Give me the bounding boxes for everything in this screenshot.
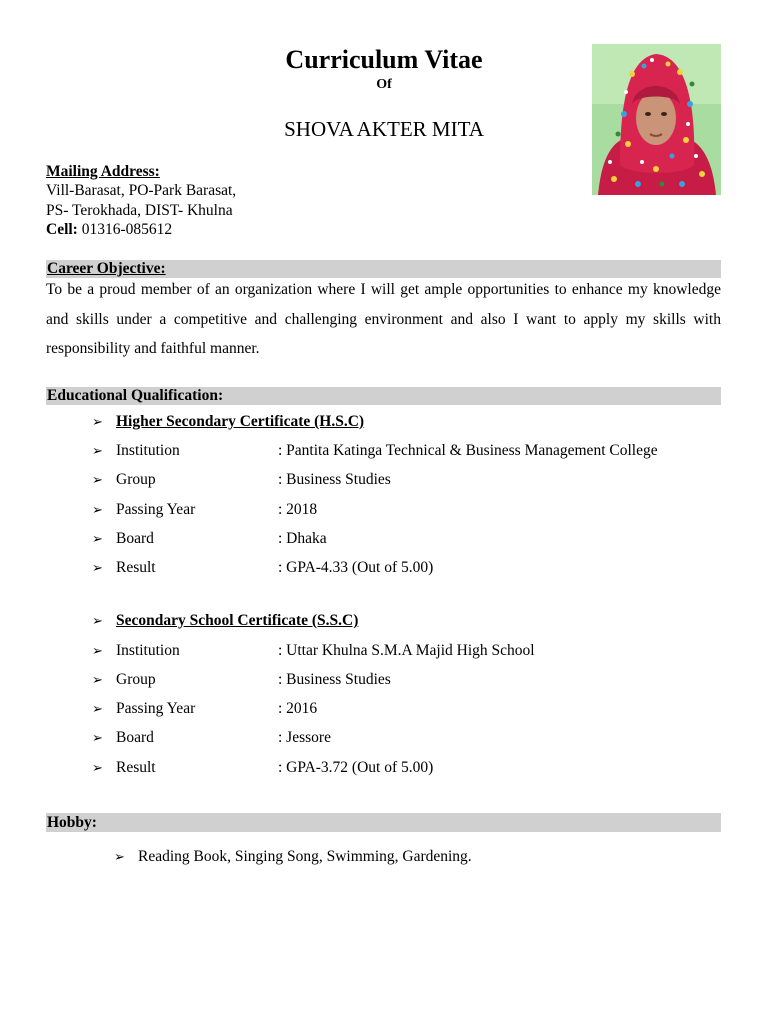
career-objective-label: Career Objective: (47, 260, 166, 277)
ssc-row-institution (92, 641, 535, 661)
row-value: : Dhaka (278, 530, 327, 547)
ssc-row-board (92, 728, 331, 748)
arrow-bullet-icon: ➢ (92, 731, 103, 746)
hsc-title-row (92, 412, 364, 432)
hsc-row-result (92, 558, 433, 578)
hsc-row-passing-year (92, 500, 317, 520)
arrow-bullet-icon: ➢ (92, 532, 103, 547)
cell-line (46, 220, 172, 239)
arrow-bullet-icon: ➢ (92, 702, 103, 717)
arrow-bullet-icon: ➢ (92, 444, 103, 459)
hobby-item (114, 847, 472, 867)
education-label: Educational Qualification: (47, 387, 224, 404)
row-label: Group (116, 671, 156, 688)
cell-value: 01316-085612 (77, 221, 173, 238)
row-value: : Business Studies (278, 471, 391, 488)
document-subtitle-of: Of (376, 77, 392, 92)
address-line-2: PS- Terokhada, DIST- Khulna (46, 202, 233, 219)
hsc-title: Higher Secondary Certificate (H.S.C) (116, 413, 365, 430)
row-label: Result (116, 559, 156, 576)
ssc-row-group (92, 670, 391, 690)
portrait-image (592, 44, 721, 195)
ssc-title: Secondary School Certificate (S.S.C) (116, 612, 359, 629)
arrow-bullet-icon: ➢ (92, 561, 103, 576)
address-line-1: Vill-Barasat, PO-Park Barasat, (46, 182, 237, 199)
profile-photo (592, 44, 721, 195)
row-value: : Uttar Khulna S.M.A Majid High School (278, 642, 535, 659)
hobby-heading (46, 813, 721, 832)
arrow-bullet-icon: ➢ (92, 473, 103, 488)
row-label: Institution (116, 442, 180, 459)
career-objective-text: To be a proud member of an organization where I will get ample opportunities to enhance my knowledge and skills under a competitive and challenging environment and also I want to apply my skills with responsibility and faithful manner. (46, 281, 721, 357)
hsc-row-institution (92, 441, 658, 461)
education-heading (46, 387, 721, 405)
ssc-row-passing-year (92, 699, 317, 719)
row-value: : Jessore (278, 729, 331, 746)
arrow-bullet-icon: ➢ (92, 761, 103, 776)
row-value: : Pantita Katinga Technical & Business Management College (278, 442, 658, 459)
arrow-bullet-icon: ➢ (92, 673, 103, 688)
row-label: Passing Year (116, 501, 196, 518)
row-value: : GPA-4.33 (Out of 5.00) (278, 559, 434, 576)
arrow-bullet-icon: ➢ (92, 415, 103, 430)
ssc-title-row (92, 611, 358, 631)
row-label: Board (116, 530, 154, 547)
arrow-bullet-icon: ➢ (92, 644, 103, 659)
mailing-address-heading: Mailing Address: (46, 163, 160, 180)
row-label: Institution (116, 642, 180, 659)
candidate-name: SHOVA AKTER MITA (284, 117, 484, 141)
row-label: Board (116, 729, 154, 746)
hsc-row-board (92, 529, 327, 549)
hobby-text: Reading Book, Singing Song, Swimming, Gardening. (138, 848, 472, 865)
hobby-label: Hobby: (47, 814, 97, 831)
document-title: Curriculum Vitae (285, 45, 483, 74)
row-value: : Business Studies (278, 671, 391, 688)
arrow-bullet-icon: ➢ (92, 614, 103, 629)
row-value: : 2018 (278, 501, 318, 518)
row-value: : 2016 (278, 700, 318, 717)
hsc-row-group (92, 470, 391, 490)
ssc-row-result (92, 758, 433, 778)
arrow-bullet-icon: ➢ (92, 503, 103, 518)
cell-label: Cell: (46, 221, 78, 238)
row-label: Passing Year (116, 700, 196, 717)
row-label: Group (116, 471, 156, 488)
arrow-bullet-icon: ➢ (114, 850, 125, 865)
row-value: : GPA-3.72 (Out of 5.00) (278, 759, 434, 776)
row-label: Result (116, 759, 156, 776)
